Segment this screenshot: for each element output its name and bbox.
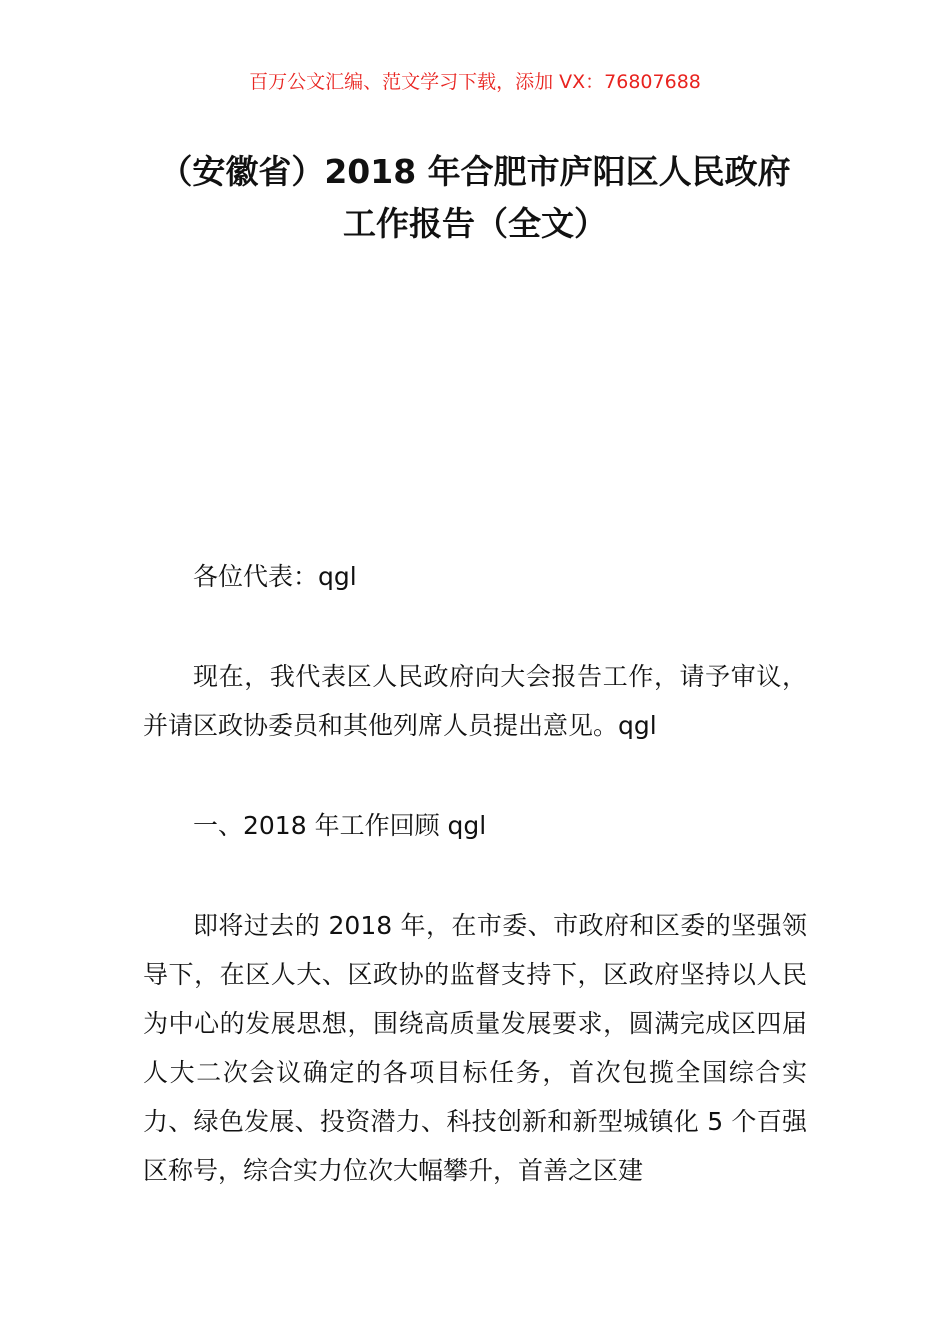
title-line-1: （安徽省）2018 年合肥市庐阳区人民政府 bbox=[159, 152, 791, 191]
section-heading bbox=[143, 801, 807, 850]
greeting-paragraph bbox=[143, 552, 807, 601]
title-line-2: 工作报告（全文） bbox=[343, 204, 607, 243]
review-text: 即将过去的 2018 年，在市委、市政府和区委的坚强领导下，在区人大、区政协的监督支持下，区政府坚持以人民为中心的发展思想，围绕高质量发展要求，圆满完成区四届人大二次会议确定的各项目标任务，首次包揽全国综合实力、绿色发展、投资潜力、科技创新和新型城镇化 5 个百强区称号，综合实力位次大幅攀升，首善之区建 bbox=[143, 911, 807, 1185]
intro-paragraph bbox=[143, 652, 807, 750]
header-note: 百万公文汇编、范文学习下载，添加 VX：76807688 bbox=[249, 71, 701, 93]
document-title bbox=[120, 146, 830, 250]
section-heading-text: 一、2018 年工作回顾 qgl bbox=[193, 811, 487, 840]
intro-text: 现在，我代表区人民政府向大会报告工作，请予审议，并请区政协委员和其他列席人员提出意见。qgl bbox=[143, 662, 807, 740]
review-paragraph bbox=[143, 901, 807, 1195]
greeting-text: 各位代表：qgl bbox=[193, 562, 357, 591]
